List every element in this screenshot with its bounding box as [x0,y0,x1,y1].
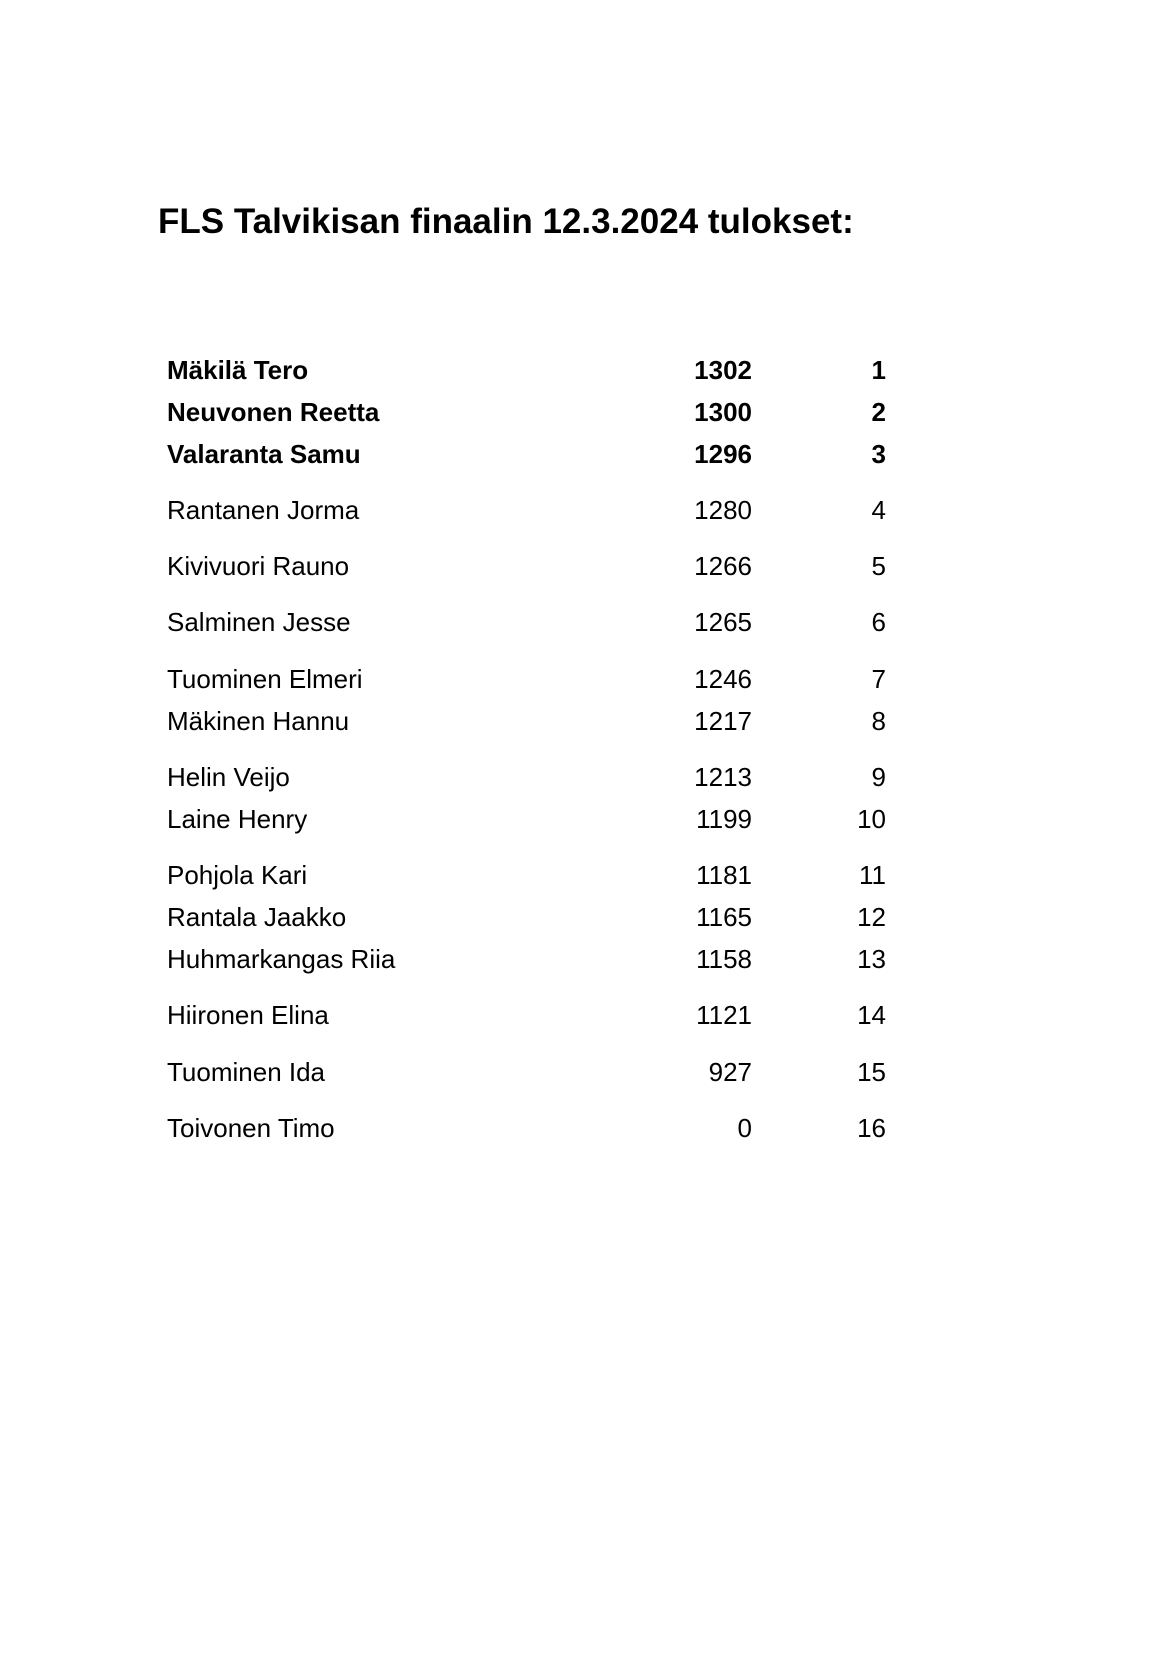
competitor-score: 1296 [694,439,752,469]
competitor-score: 1181 [696,860,752,890]
competitor-rank: 1 [871,355,886,385]
competitor-score: 1217 [694,706,752,736]
competitor-score: 1121 [696,1000,752,1030]
result-row [0,604,1166,640]
competitor-name: Helin Veijo [167,762,290,792]
competitor-score: 1246 [694,664,752,694]
result-row [0,857,1166,893]
competitor-rank: 6 [871,607,886,637]
competitor-rank: 14 [857,1000,886,1030]
competitor-score: 1158 [696,944,752,974]
competitor-name: Rantala Jaakko [167,902,347,932]
competitor-name: Rantanen Jorma [167,495,360,525]
result-row [0,352,1166,388]
competitor-name: Huhmarkangas Riia [167,944,396,974]
competitor-name: Hiironen Elina [167,1000,329,1030]
competitor-rank: 9 [871,762,886,792]
competitor-score: 1266 [694,551,752,581]
competitor-score: 1199 [696,804,752,834]
result-row [0,997,1166,1033]
competitor-name: Kivivuori Rauno [167,551,350,581]
competitor-rank: 7 [871,664,886,694]
document-title: FLS Talvikisan finaalin 12.3.2024 tulokset: [158,202,854,241]
competitor-name: Tuominen Elmeri [167,664,363,694]
competitor-score: 0 [737,1113,752,1143]
competitor-rank: 16 [857,1113,886,1143]
competitor-rank: 11 [859,860,886,890]
competitor-rank: 5 [871,551,886,581]
result-row [0,1110,1166,1146]
competitor-score: 927 [708,1057,752,1087]
result-row [0,436,1166,472]
competitor-name: Salminen Jesse [167,607,351,637]
result-row [0,548,1166,584]
competitor-rank: 12 [857,902,886,932]
competitor-name: Neuvonen Reetta [167,397,380,427]
result-row [0,759,1166,795]
competitor-rank: 10 [857,804,886,834]
result-row [0,661,1166,697]
competitor-score: 1300 [694,397,752,427]
competitor-name: Laine Henry [167,804,308,834]
competitor-name: Toivonen Timo [167,1113,335,1143]
competitor-score: 1302 [694,355,752,385]
competitor-rank: 4 [871,495,886,525]
competitor-score: 1213 [694,762,752,792]
competitor-rank: 8 [871,706,886,736]
competitor-name: Mäkilä Tero [167,355,309,385]
competitor-rank: 15 [857,1057,886,1087]
competitor-score: 1265 [694,607,752,637]
result-row [0,492,1166,528]
competitor-name: Valaranta Samu [167,439,361,469]
result-row [0,1054,1166,1090]
competitor-rank: 3 [871,439,886,469]
result-row [0,394,1166,430]
competitor-rank: 2 [871,397,886,427]
result-row [0,801,1166,837]
result-row [0,941,1166,977]
competitor-score: 1280 [694,495,752,525]
result-row [0,899,1166,935]
competitor-rank: 13 [857,944,886,974]
competitor-name: Pohjola Kari [167,860,308,890]
result-row [0,703,1166,739]
competitor-name: Tuominen Ida [167,1057,326,1087]
competitor-name: Mäkinen Hannu [167,706,350,736]
competitor-score: 1165 [696,902,752,932]
